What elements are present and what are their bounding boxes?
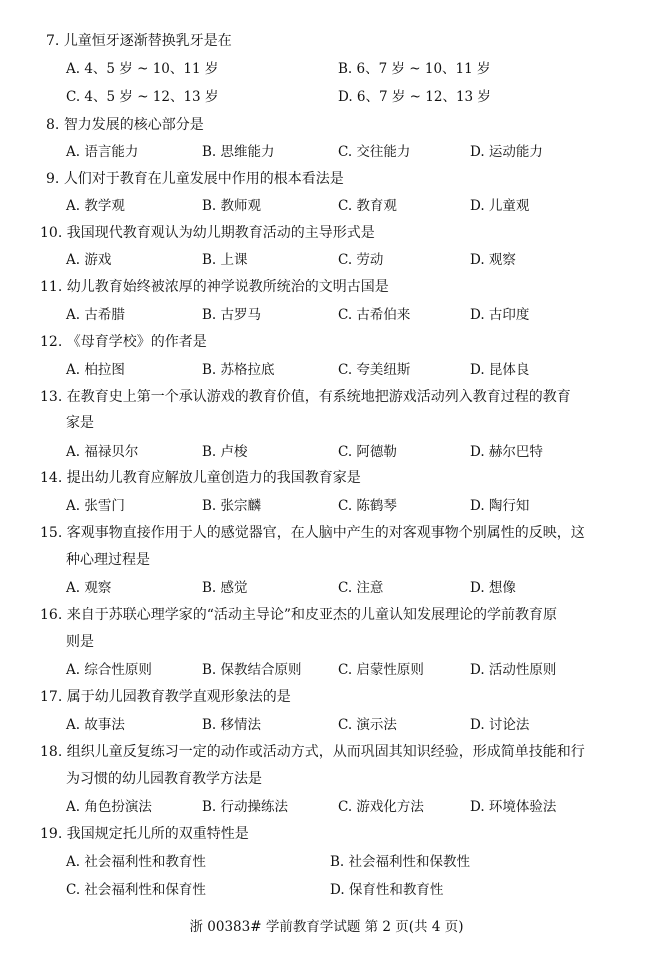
question-number: 17.: [40, 689, 63, 705]
page-footer: 浙 00383# 学前教育学试题 第 2 页(共 4 页): [189, 919, 464, 935]
question-10: [40, 224, 375, 242]
option-b: B. 思维能力: [202, 144, 275, 160]
question-text: 智力发展的核心部分是: [63, 117, 204, 133]
option-d: D. 运动能力: [470, 144, 543, 160]
option-a: A. 角色扮演法: [66, 799, 152, 815]
question-text-continued: 为习惯的幼儿园教育教学方法是: [66, 771, 262, 787]
question-number: 16.: [40, 607, 63, 623]
option-d: D. 6、7 岁 ~ 12、13 岁: [338, 89, 491, 105]
question-text-continued: 家是: [66, 415, 94, 431]
option-b: B. 教师观: [202, 198, 262, 214]
question-text: 组织儿童反复练习一定的动作或活动方式，从而巩固其知识经验，形成简单技能和行: [66, 744, 585, 760]
option-a: A. 社会福利性和教育性: [66, 854, 206, 870]
option-d: D. 陶行知: [470, 498, 530, 514]
option-a: A. 观察: [66, 580, 112, 596]
question-text: 属于幼儿园教育教学直观形象法的是: [66, 689, 291, 705]
option-d: D. 保育性和教育性: [330, 882, 444, 898]
question-number: 15.: [40, 525, 63, 541]
question-11: [40, 278, 389, 296]
question-number: 11.: [40, 279, 63, 295]
option-c: C. 陈鹤琴: [338, 498, 397, 514]
option-b: B. 保教结合原则: [202, 662, 302, 678]
option-d: D. 讨论法: [470, 717, 530, 733]
question-17: [40, 688, 291, 706]
question-number: 19.: [40, 826, 63, 842]
option-b: B. 苏格拉底: [202, 362, 275, 378]
option-b: B. 移情法: [202, 717, 262, 733]
option-c: C. 交往能力: [338, 144, 411, 160]
question-number: 18.: [40, 744, 63, 760]
question-text: 《母育学校》的作者是: [66, 334, 207, 350]
question-number: 7.: [46, 33, 60, 49]
option-b: B. 古罗马: [202, 307, 262, 323]
option-c: C. 演示法: [338, 717, 397, 733]
option-c: C. 社会福利性和保育性: [66, 882, 206, 898]
option-a: A. 福禄贝尔: [66, 444, 139, 460]
question-text: 客观事物直接作用于人的感觉器官，在人脑中产生的对客观事物个别属性的反映，这: [66, 525, 585, 541]
question-8: [46, 116, 204, 134]
option-c: C. 劳动: [338, 252, 384, 268]
question-16: [40, 606, 557, 624]
option-c: C. 4、5 岁 ~ 12、13 岁: [66, 89, 219, 105]
question-19: [40, 825, 249, 843]
option-a: A. 游戏: [66, 252, 112, 268]
option-a: A. 故事法: [66, 717, 125, 733]
question-14: [40, 469, 361, 487]
question-number: 8.: [46, 117, 60, 133]
option-b: B. 社会福利性和保教性: [330, 854, 471, 870]
option-a: A. 综合性原则: [66, 662, 152, 678]
question-15: [40, 524, 585, 542]
question-text: 幼儿教育始终被浓厚的神学说教所统治的文明古国是: [66, 279, 389, 295]
question-text-continued: 则是: [66, 634, 94, 650]
question-text-continued: 种心理过程是: [66, 552, 150, 568]
question-number: 10.: [40, 225, 63, 241]
option-b: B. 卢梭: [202, 444, 248, 460]
question-number: 12.: [40, 334, 63, 350]
option-a: A. 语言能力: [66, 144, 139, 160]
question-number: 9.: [46, 171, 60, 187]
option-a: A. 4、5 岁 ~ 10、11 岁: [66, 61, 219, 77]
option-d: D. 环境体验法: [470, 799, 557, 815]
option-b: B. 感觉: [202, 580, 248, 596]
question-13: [40, 388, 571, 406]
question-text: 提出幼儿教育应解放儿童创造力的我国教育家是: [66, 470, 361, 486]
option-a: A. 古希腊: [66, 307, 125, 323]
option-d: D. 儿童观: [470, 198, 530, 214]
option-c: C. 阿德勒: [338, 444, 397, 460]
option-d: D. 观察: [470, 252, 516, 268]
option-a: A. 教学观: [66, 198, 125, 214]
question-text: 来自于苏联心理学家的“活动主导论”和皮亚杰的儿童认知发展理论的学前教育原: [66, 607, 558, 623]
option-c: C. 教育观: [338, 198, 397, 214]
option-d: D. 古印度: [470, 307, 530, 323]
question-text: 儿童恒牙逐渐替换乳牙是在: [63, 33, 232, 49]
option-a: A. 柏拉图: [66, 362, 125, 378]
option-b: B. 行动操练法: [202, 799, 289, 815]
option-c: C. 注意: [338, 580, 384, 596]
option-b: B. 上课: [202, 252, 248, 268]
option-a: A. 张雪门: [66, 498, 125, 514]
question-text: 我国现代教育观认为幼儿期教育活动的主导形式是: [66, 225, 375, 241]
option-c: C. 游戏化方法: [338, 799, 424, 815]
question-number: 13.: [40, 389, 63, 405]
option-c: C. 启蒙性原则: [338, 662, 424, 678]
option-d: D. 赫尔巴特: [470, 444, 543, 460]
question-text: 在教育史上第一个承认游戏的教育价值，有系统地把游戏活动列入教育过程的教育: [66, 389, 571, 405]
option-d: D. 昆体良: [470, 362, 530, 378]
question-7: [46, 32, 232, 50]
question-text: 人们对于教育在儿童发展中作用的根本看法是: [63, 171, 344, 187]
option-d: D. 想像: [470, 580, 516, 596]
question-9: [46, 170, 344, 188]
option-c: C. 夸美纽斯: [338, 362, 411, 378]
option-c: C. 古希伯来: [338, 307, 411, 323]
question-number: 14.: [40, 470, 63, 486]
option-b: B. 6、7 岁 ~ 10、11 岁: [338, 61, 491, 77]
question-text: 我国规定托儿所的双重特性是: [66, 826, 249, 842]
question-12: [40, 333, 207, 351]
question-18: [40, 743, 585, 761]
option-b: B. 张宗麟: [202, 498, 262, 514]
option-d: D. 活动性原则: [470, 662, 557, 678]
